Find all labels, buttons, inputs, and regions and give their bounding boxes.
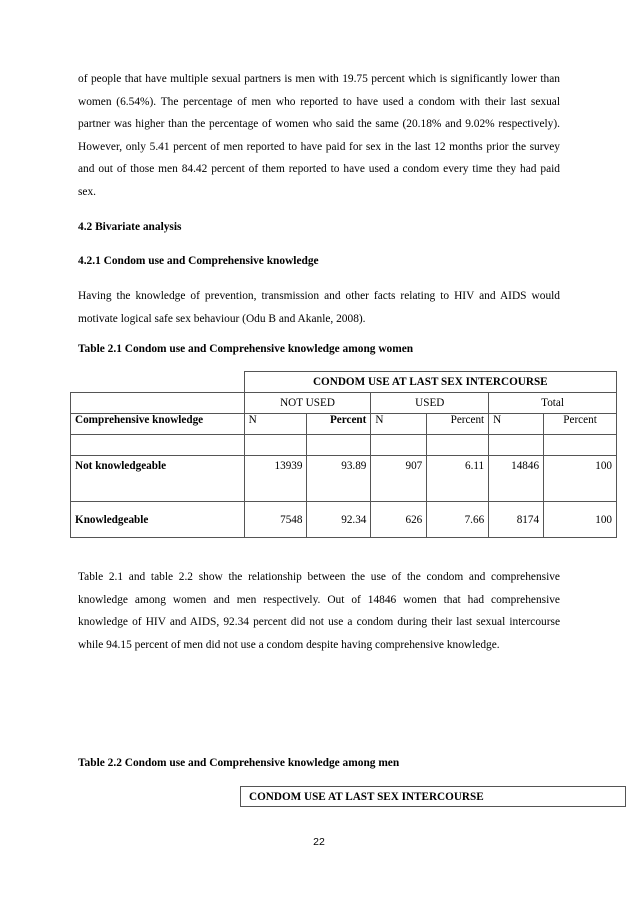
table1-col-percent-total: Percent (544, 414, 617, 435)
paragraph-discussion: Table 2.1 and table 2.2 show the relationship between the use of the condom and comprehensive knowledge among women and men respectively. Out of 14846 women that had comprehensive knowledge of HIV and AIDS, 92.34 percent did not use a condom during their last sexual intercourse while 94.15 percent of men did not use a condom despite having comprehensive knowledge. (78, 571, 560, 651)
table-row (71, 502, 617, 538)
table1 (70, 371, 617, 538)
table1-row-header: Comprehensive knowledge (71, 414, 245, 435)
paragraph-intro: Having the knowledge of prevention, transmission and other facts relating to HIV and AIDS would motivate logical safe sex behaviour (Odu B and Akanle, 2008). (78, 290, 560, 325)
table1-group-used: USED (371, 393, 489, 414)
table1-group-total: Total (489, 393, 617, 414)
table1-cell: 13939 (244, 456, 307, 502)
table1-cell: 100 (544, 502, 617, 538)
table1-col-n-used: N (371, 414, 427, 435)
table1-group-not-used: NOT USED (244, 393, 371, 414)
table1-cell: 6.11 (427, 456, 489, 502)
table1-caption: Table 2.1 Condom use and Comprehensive knowledge among women (78, 343, 414, 355)
table1-cell: 100 (544, 456, 617, 502)
table1-cell: 7548 (244, 502, 307, 538)
table1-cell: 14846 (489, 456, 544, 502)
table1-col-percent-used: Percent (427, 414, 489, 435)
table2-caption: Table 2.2 Condom use and Comprehensive knowledge among men (78, 757, 400, 769)
table1-col-percent-notused: Percent (307, 414, 371, 435)
table1-cell: 93.89 (307, 456, 371, 502)
table-row (71, 456, 617, 502)
table1-cell: 7.66 (427, 502, 489, 538)
table2-main-header: CONDOM USE AT LAST SEX INTERCOURSE (241, 787, 626, 807)
table1-cell: 92.34 (307, 502, 371, 538)
table1-cell: 626 (371, 502, 427, 538)
paragraph-multiple-partners: of people that have multiple sexual partners is men with 19.75 percent which is significantly lower than women (6.54%). The percentage of men who reported to have used a condom with their last sexual partner was higher than the percentage of women who said the same (20.18% and 9.02% respectively). However, only 5.41 percent of men reported to have paid for sex in the last 12 months prior the survey and out of those men 84.42 percent of them reported to have used a condom every time they had paid sex. (78, 73, 560, 198)
page-number: 22 (313, 836, 325, 848)
subsection-heading: 4.2.1 Condom use and Comprehensive knowledge (78, 255, 319, 267)
table1-col-n-notused: N (244, 414, 307, 435)
table1-row-label: Knowledgeable (71, 502, 245, 538)
section-heading: 4.2 Bivariate analysis (78, 221, 182, 233)
table1-col-n-total: N (489, 414, 544, 435)
table1-main-header: CONDOM USE AT LAST SEX INTERCOURSE (244, 372, 616, 393)
table1-cell: 8174 (489, 502, 544, 538)
table1-cell: 907 (371, 456, 427, 502)
table2 (240, 786, 626, 807)
table1-row-label: Not knowledgeable (71, 456, 245, 502)
